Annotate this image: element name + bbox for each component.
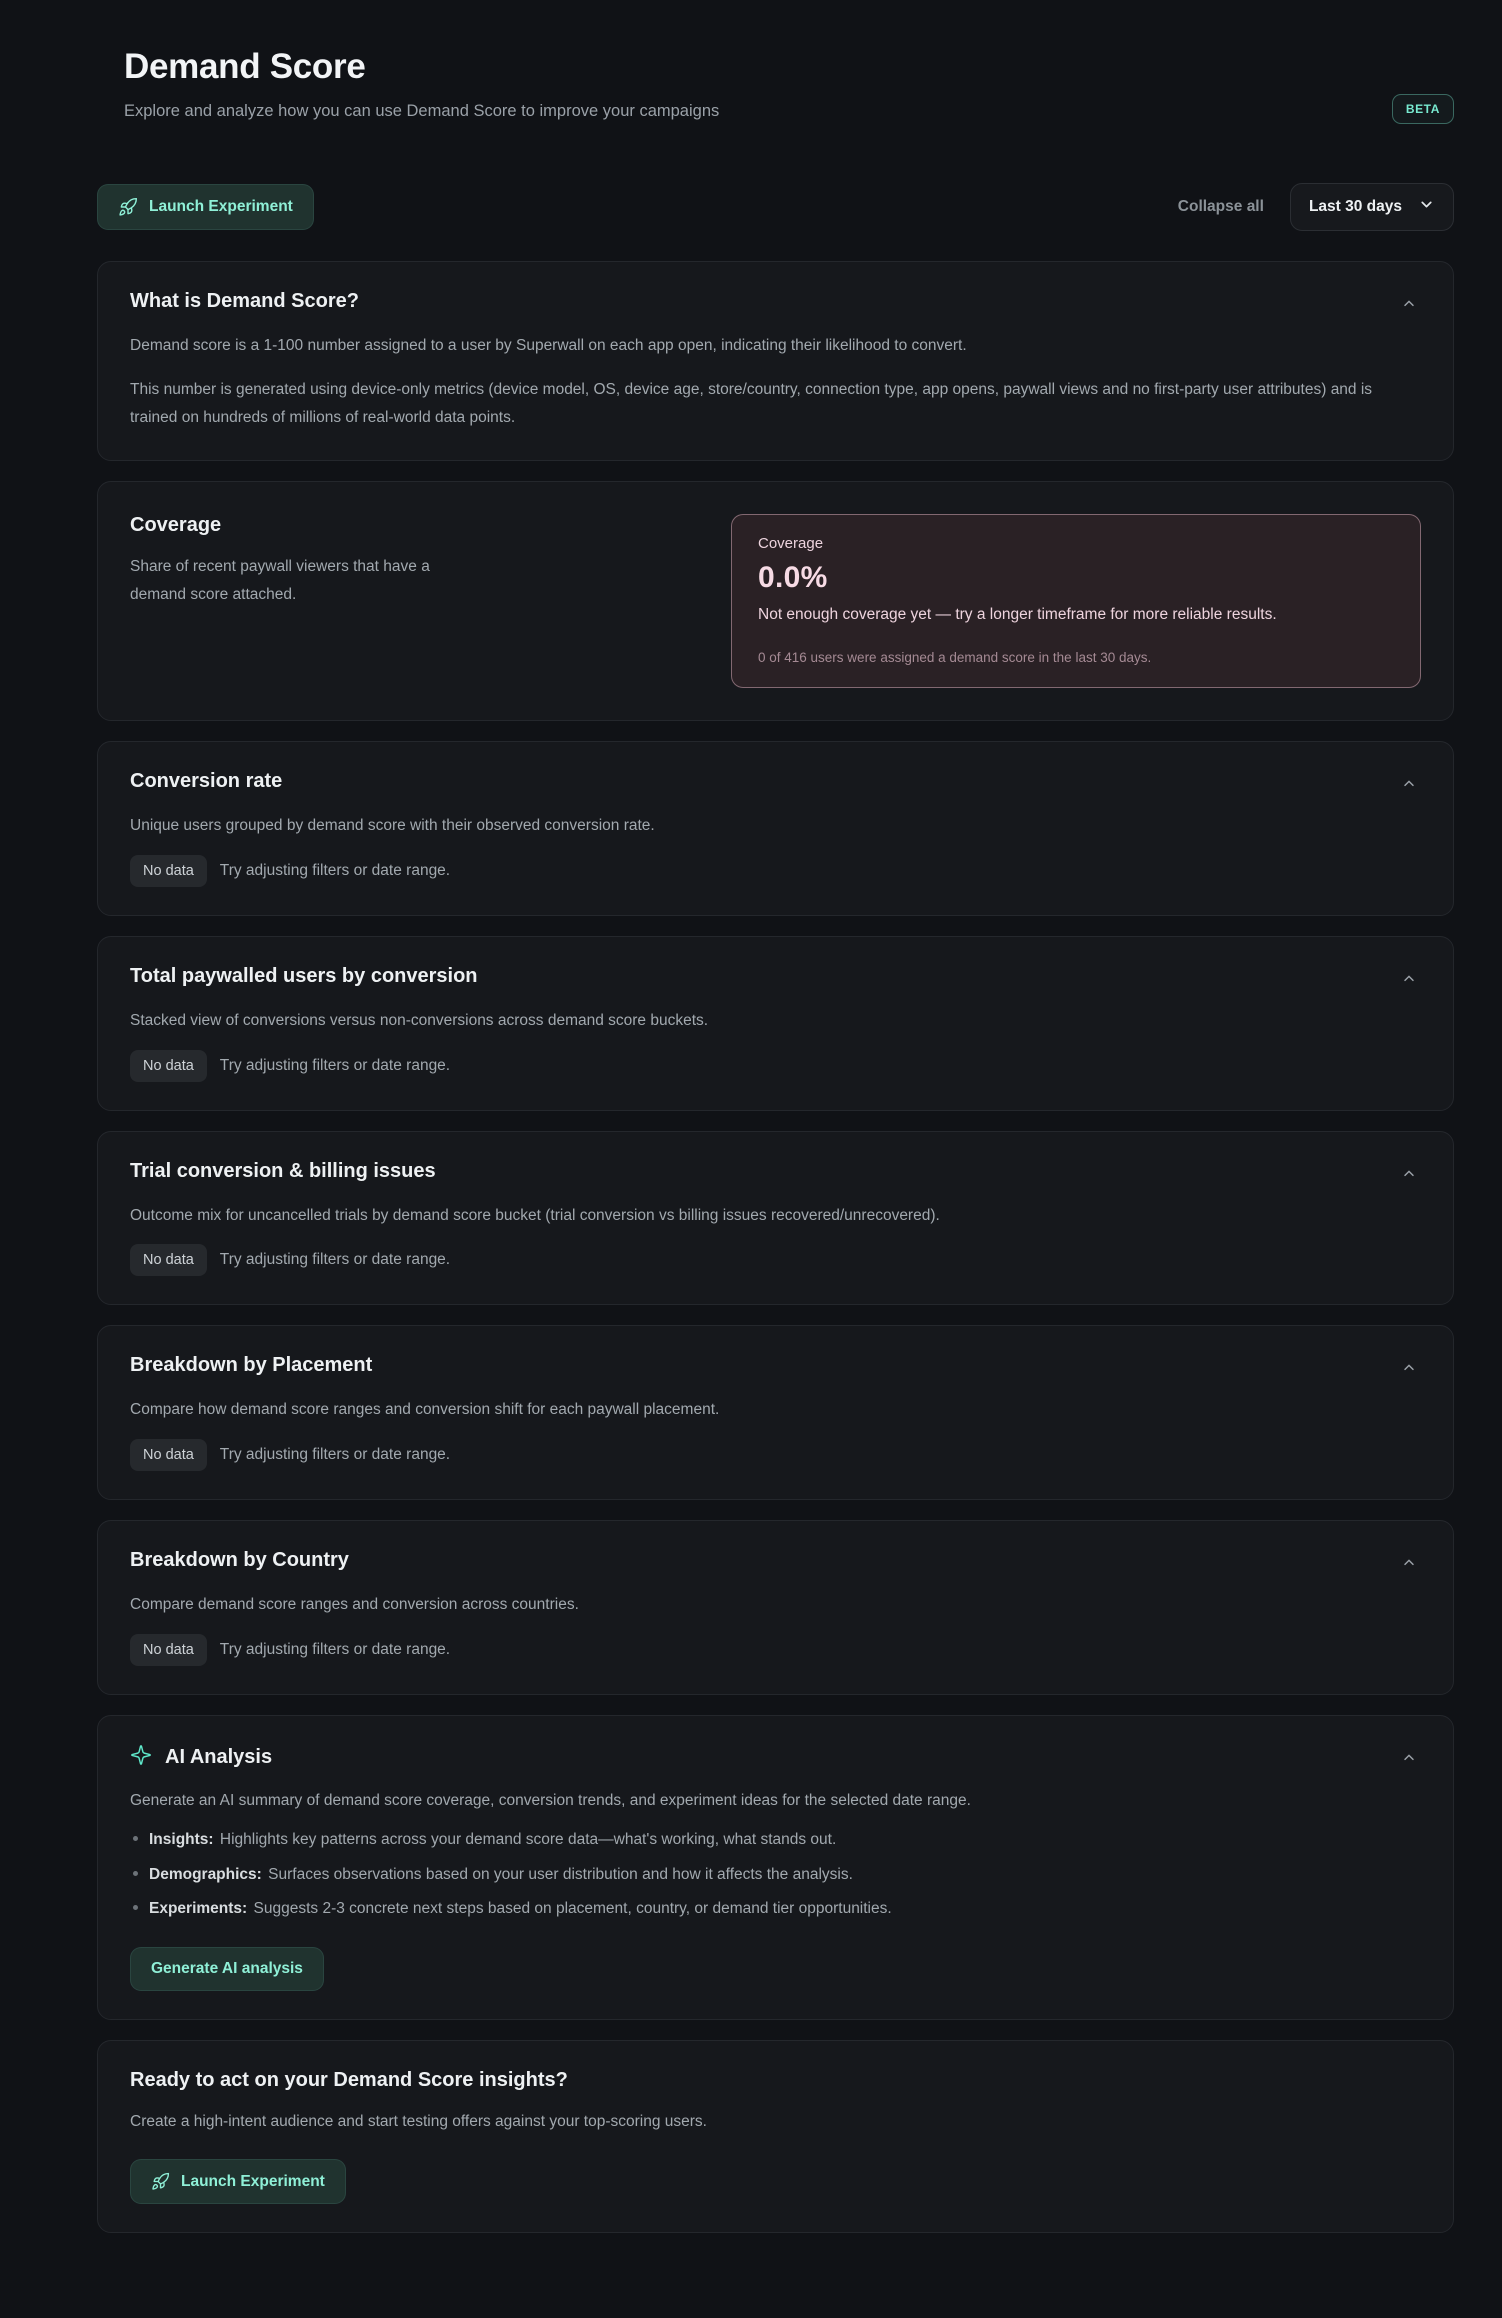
coverage-value: 0.0% bbox=[758, 560, 828, 594]
card-title: Conversion rate bbox=[130, 769, 283, 792]
launch-experiment-button[interactable] bbox=[97, 184, 314, 230]
list-item bbox=[130, 1898, 1421, 1920]
ai-bullet-label: Demographics: bbox=[149, 1865, 262, 1883]
no-data-hint: Try adjusting filters or date range. bbox=[219, 861, 451, 879]
bullet-dot bbox=[133, 1836, 138, 1841]
no-data-hint: Try adjusting filters or date range. bbox=[219, 1056, 451, 1074]
card-description: Outcome mix for uncancelled trials by demand score bucket (trial conversion vs billing issues recovered/unrecovered). bbox=[130, 1206, 940, 1224]
ai-bullet-text: Highlights key patterns across your demand score data—what's working, what stands out. bbox=[219, 1831, 837, 1849]
chevron-up-icon bbox=[1401, 975, 1417, 990]
generate-ai-analysis-label: Generate AI analysis bbox=[151, 1959, 303, 1977]
launch-experiment-button[interactable] bbox=[130, 2159, 346, 2204]
card-total-paywalled-users bbox=[97, 936, 1454, 1111]
ai-bullet-text: Suggests 2-3 concrete next steps based on placement, country, or demand tier opportunities. bbox=[253, 1900, 892, 1918]
coverage-stat-panel bbox=[731, 514, 1421, 688]
toolbar-right bbox=[1178, 183, 1454, 231]
collapse-card-button[interactable] bbox=[1397, 1551, 1421, 1575]
card-title: Breakdown by Placement bbox=[130, 1354, 373, 1377]
coverage-panel-label: Coverage bbox=[758, 534, 824, 552]
no-data-hint: Try adjusting filters or date range. bbox=[219, 1641, 451, 1659]
collapse-card-button[interactable] bbox=[1397, 1356, 1421, 1380]
card-description: Unique users grouped by demand score with their observed conversion rate. bbox=[130, 816, 655, 834]
bullet-dot bbox=[133, 1871, 138, 1876]
no-data-badge: No data bbox=[130, 1050, 207, 1082]
card-title: AI Analysis bbox=[165, 1746, 273, 1769]
launch-experiment-label: Launch Experiment bbox=[181, 2172, 325, 2190]
card-title: What is Demand Score? bbox=[130, 290, 359, 312]
chevron-up-icon bbox=[1401, 780, 1417, 795]
card-breakdown-country bbox=[97, 1520, 1454, 1695]
coverage-left bbox=[130, 514, 510, 688]
date-range-value: Last 30 days bbox=[1308, 198, 1402, 215]
cta-title: Ready to act on your Demand Score insights? bbox=[130, 2068, 568, 2091]
card-trial-conversion bbox=[97, 1131, 1454, 1306]
page-header bbox=[97, 46, 1454, 121]
no-data-hint: Try adjusting filters or date range. bbox=[219, 1251, 451, 1269]
cta-description: Create a high-intent audience and start testing offers against your top-scoring users. bbox=[130, 2112, 707, 2130]
collapse-card-button[interactable] bbox=[1397, 967, 1421, 991]
card-coverage bbox=[97, 481, 1454, 721]
collapse-card-button[interactable] bbox=[1397, 772, 1421, 796]
chevron-up-icon bbox=[1401, 1559, 1417, 1574]
chevron-up-icon bbox=[1401, 1754, 1417, 1769]
chevron-up-icon bbox=[1401, 1364, 1417, 1379]
card-breakdown-placement bbox=[97, 1325, 1454, 1500]
ai-bullet-label: Experiments: bbox=[149, 1900, 248, 1918]
collapse-all-button[interactable]: Collapse all bbox=[1177, 198, 1264, 215]
sparkle-icon bbox=[130, 1744, 152, 1771]
card-conversion-rate bbox=[97, 741, 1454, 916]
collapse-card-button[interactable] bbox=[1397, 1162, 1421, 1186]
ai-description: Generate an AI summary of demand score coverage, conversion trends, and experiment ideas for the selected date range. bbox=[130, 1792, 971, 1810]
toolbar bbox=[97, 183, 1454, 231]
no-data-badge: No data bbox=[130, 1244, 207, 1276]
card-title: Breakdown by Country bbox=[130, 1549, 349, 1572]
coverage-description: Share of recent paywall viewers that have a demand score attached. bbox=[130, 557, 430, 603]
no-data-hint: Try adjusting filters or date range. bbox=[219, 1446, 451, 1464]
collapse-card-button[interactable] bbox=[1397, 1746, 1421, 1770]
coverage-message: Not enough coverage yet — try a longer timeframe for more reliable results. bbox=[758, 605, 1277, 623]
page-title: Demand Score bbox=[124, 47, 366, 86]
coverage-footnote: 0 of 416 users were assigned a demand score in the last 30 days. bbox=[758, 649, 1152, 665]
card-description: Compare how demand score ranges and conversion shift for each paywall placement. bbox=[130, 1401, 720, 1419]
card-description: Compare demand score ranges and conversion across countries. bbox=[130, 1596, 579, 1614]
rocket-icon bbox=[118, 197, 138, 217]
generate-ai-analysis-button[interactable] bbox=[130, 1947, 324, 1991]
chevron-up-icon bbox=[1401, 1170, 1417, 1185]
ai-bullet-list bbox=[130, 1829, 1421, 1920]
card-description: Stacked view of conversions versus non-conversions across demand score buckets. bbox=[130, 1011, 709, 1029]
card-what-is-demand-score bbox=[97, 261, 1454, 461]
rocket-icon bbox=[151, 2172, 170, 2191]
beta-badge: BETA bbox=[1392, 94, 1454, 124]
no-data-badge: No data bbox=[130, 1439, 207, 1471]
no-data-badge: No data bbox=[130, 855, 207, 887]
what-is-paragraph-2: This number is generated using device-only metrics (device model, OS, device age, store/country, connection type, app opens, paywall views and no first-party user attributes) and is trained on hundreds of millions of real-world data points. bbox=[130, 380, 1373, 426]
chevron-up-icon bbox=[1401, 300, 1417, 315]
card-title: Coverage bbox=[130, 513, 222, 536]
list-item bbox=[130, 1829, 1421, 1851]
chevron-down-icon bbox=[1418, 196, 1435, 218]
list-item bbox=[130, 1864, 1421, 1886]
launch-experiment-label: Launch Experiment bbox=[149, 198, 293, 215]
ai-bullet-text: Surfaces observations based on your user distribution and how it affects the analysis. bbox=[268, 1865, 853, 1883]
date-range-select[interactable] bbox=[1290, 183, 1454, 231]
no-data-badge: No data bbox=[130, 1634, 207, 1666]
card-cta bbox=[97, 2040, 1454, 2234]
card-ai-analysis bbox=[97, 1715, 1454, 2019]
card-title: Total paywalled users by conversion bbox=[130, 964, 478, 987]
ai-bullet-label: Insights: bbox=[149, 1831, 214, 1849]
what-is-paragraph-1: Demand score is a 1-100 number assigned to a user by Superwall on each app open, indicating their likelihood to convert. bbox=[130, 337, 967, 354]
card-title: Trial conversion & billing issues bbox=[130, 1159, 436, 1182]
bullet-dot bbox=[133, 1905, 138, 1910]
page-subtitle: Explore and analyze how you can use Demand Score to improve your campaigns bbox=[124, 102, 720, 120]
collapse-card-button[interactable] bbox=[1397, 292, 1421, 316]
